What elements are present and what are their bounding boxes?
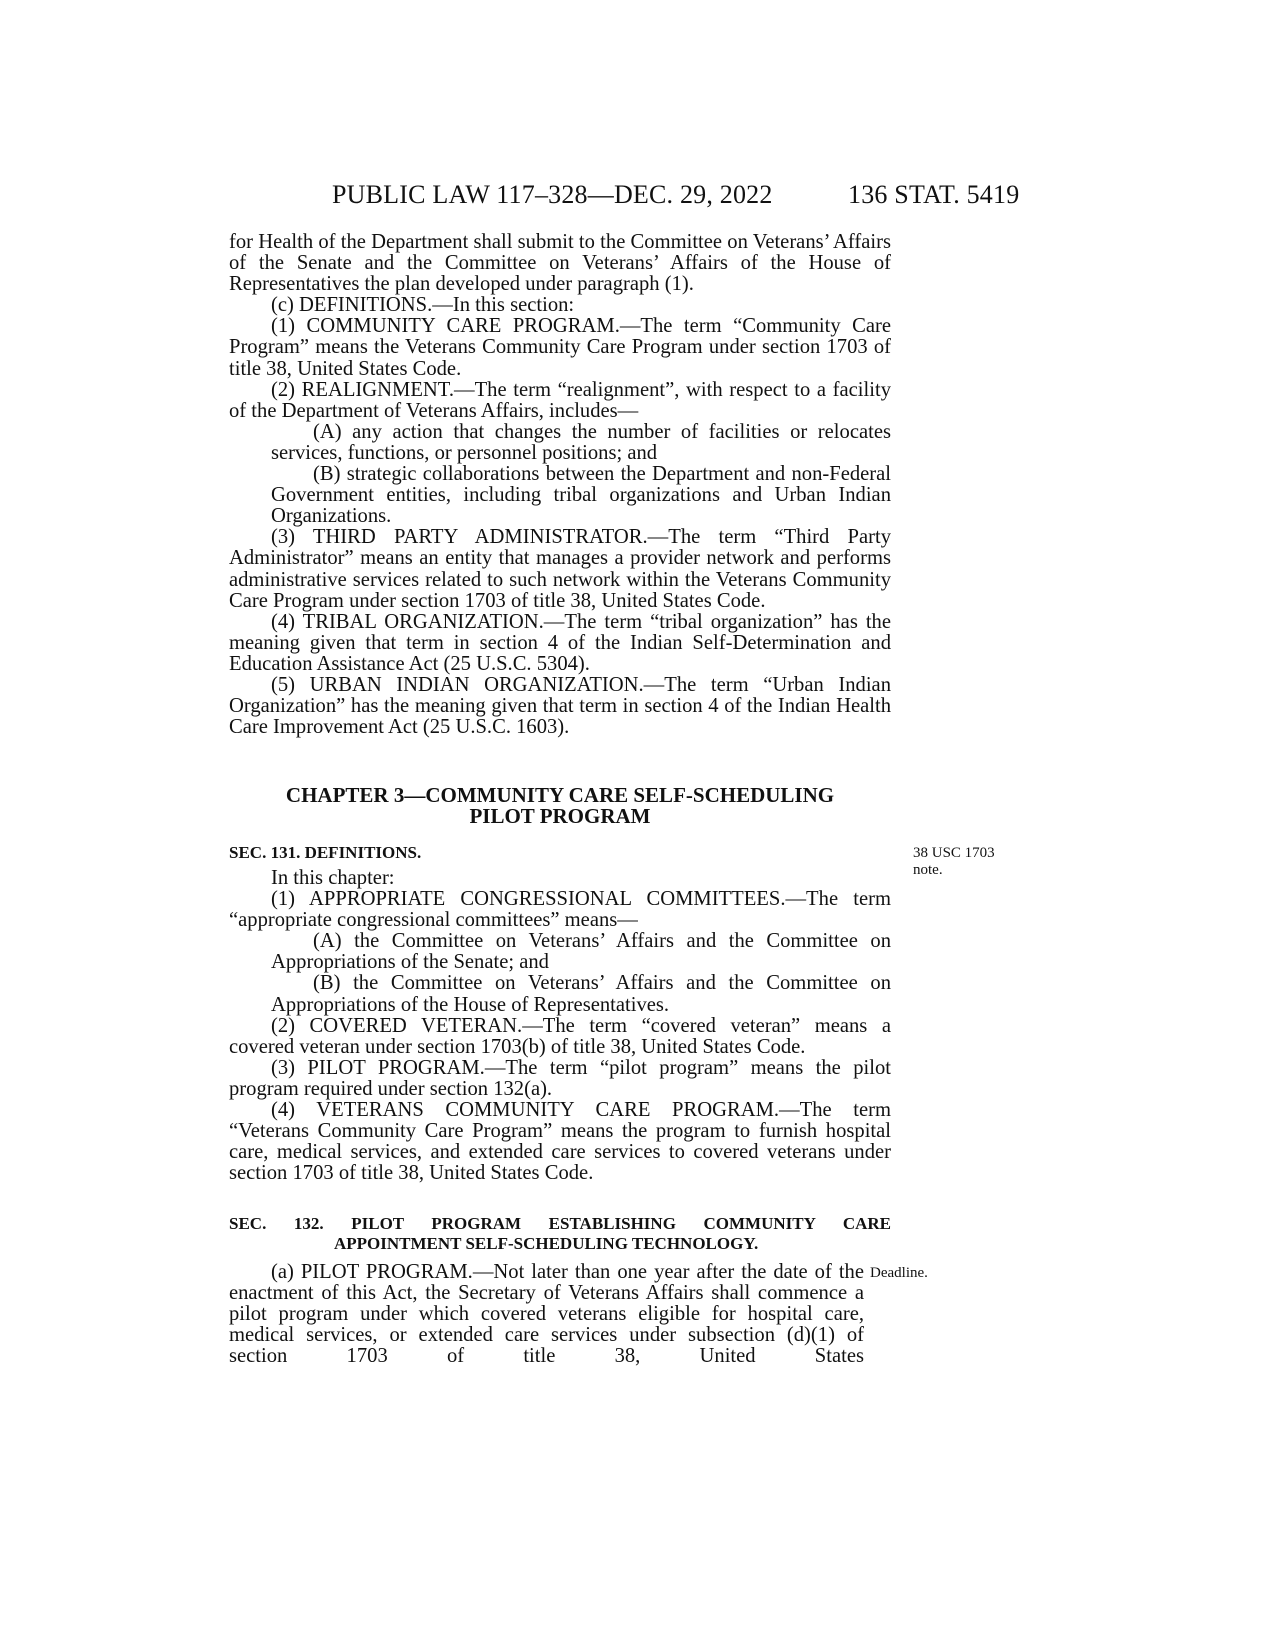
definition-realignment: (2) REALIGNMENT.—The term “realignment”, with respect to a facility of the Department of Veterans Affairs, includes—	[229, 378, 891, 422]
margin-note-usc	[913, 845, 995, 879]
definition-tribal-organization: (4) TRIBAL ORGANIZATION.—The term “tribal organization” has the meaning given that term in section 4 of the Indian Self-Determination and Education Assistance Act (25 U.S.C. 5304).	[229, 610, 891, 675]
definition-urban-indian-organization: (5) URBAN INDIAN ORGANIZATION.—The term “Urban Indian Organization” has the meaning given that term in section 4 of the Indian Health Care Improvement Act (25 U.S.C. 1603).	[229, 673, 891, 739]
carryover-paragraph: for Health of the Department shall submit to the Committee on Veterans’ Affairs of the Senate and the Committee on Veterans’ Affairs of the House of Representatives the plan developed under paragraph (1).	[229, 231, 891, 296]
chapter-heading	[229, 785, 891, 827]
margin-note-usc-line1: 38 USC 1703	[913, 845, 995, 861]
definition-appropriate-committees-a: (A) the Committee on Veterans’ Affairs and the Committee on Appropriations of the Senate; and	[271, 930, 891, 974]
definition-third-party-administrator: (3) THIRD PARTY ADMINISTRATOR.—The term “Third Party Administrator” means an entity that manages a provider network and performs administrative services related to such network within the Veterans Community Care Program under section 1703 of title 38, United States Code.	[229, 526, 891, 612]
definition-appropriate-committees: (1) APPROPRIATE CONGRESSIONAL COMMITTEES.—The term “appropriate congressional committees” means—	[229, 888, 891, 932]
sec131-heading: SEC. 131. DEFINITIONS.	[229, 843, 422, 862]
definition-realignment-a: (A) any action that changes the number of facilities or relocates services, functions, or personnel positions; and	[271, 420, 891, 464]
sec131-lead: In this chapter:	[271, 867, 395, 889]
definition-pilot-program: (3) PILOT PROGRAM.—The term “pilot program” means the pilot program required under section 132(a).	[229, 1056, 891, 1100]
sec132-heading-line2: APPOINTMENT SELF-SCHEDULING TECHNOLOGY.	[334, 1234, 759, 1253]
definition-veterans-community-care-program: (4) VETERANS COMMUNITY CARE PROGRAM.—The term “Veterans Community Care Program” means the program to furnish hospital care, medical services, and extended care services to covered veterans under section 1703 of title 38, United States Code.	[229, 1099, 891, 1185]
definition-community-care-program: (1) COMMUNITY CARE PROGRAM.—The term “Community Care Program” means the Veterans Community Care Program under section 1703 of title 38, United States Code.	[229, 315, 891, 380]
definitions-section-c	[229, 232, 891, 738]
definition-realignment-b: (B) strategic collaborations between the Department and non-Federal Government entities, including tribal organizations and Urban Indian Organizations.	[271, 463, 891, 528]
chapter-heading-line1: CHAPTER 3—COMMUNITY CARE SELF-SCHEDULING	[285, 783, 835, 807]
sec132-body	[229, 1262, 864, 1367]
sec132-subsection-a: (a) PILOT PROGRAM.—Not later than one year after the date of the enactment of this Act, the Secretary of Veterans Affairs shall commence a pilot program under which covered veterans eligible for hospital care, medical services, or extended care services under subsection (d)(1) of section 1703 of title 38, United States	[229, 1261, 864, 1368]
definition-covered-veteran: (2) COVERED VETERAN.—The term “covered veteran” means a covered veteran under section 1703(b) of title 38, United States Code.	[229, 1014, 891, 1058]
chapter-heading-line2: PILOT PROGRAM	[469, 804, 651, 828]
definition-appropriate-committees-b: (B) the Committee on Veterans’ Affairs and the Committee on Appropriations of the House of Representatives.	[271, 972, 891, 1016]
running-header-title: PUBLIC LAW 117–328—DEC. 29, 2022	[332, 180, 773, 209]
sec131-body	[229, 868, 891, 1184]
margin-note-deadline: Deadline.	[870, 1265, 928, 1281]
sec132-heading	[229, 1214, 891, 1254]
margin-note-usc-line2: note.	[913, 862, 943, 878]
statute-page-number: 136 STAT. 5419	[848, 180, 1020, 209]
definitions-lead: (c) DEFINITIONS.—In this section:	[271, 294, 575, 317]
sec132-heading-line1: SEC. 132. PILOT PROGRAM ESTABLISHING COMMUNITY CARE	[229, 1214, 891, 1233]
